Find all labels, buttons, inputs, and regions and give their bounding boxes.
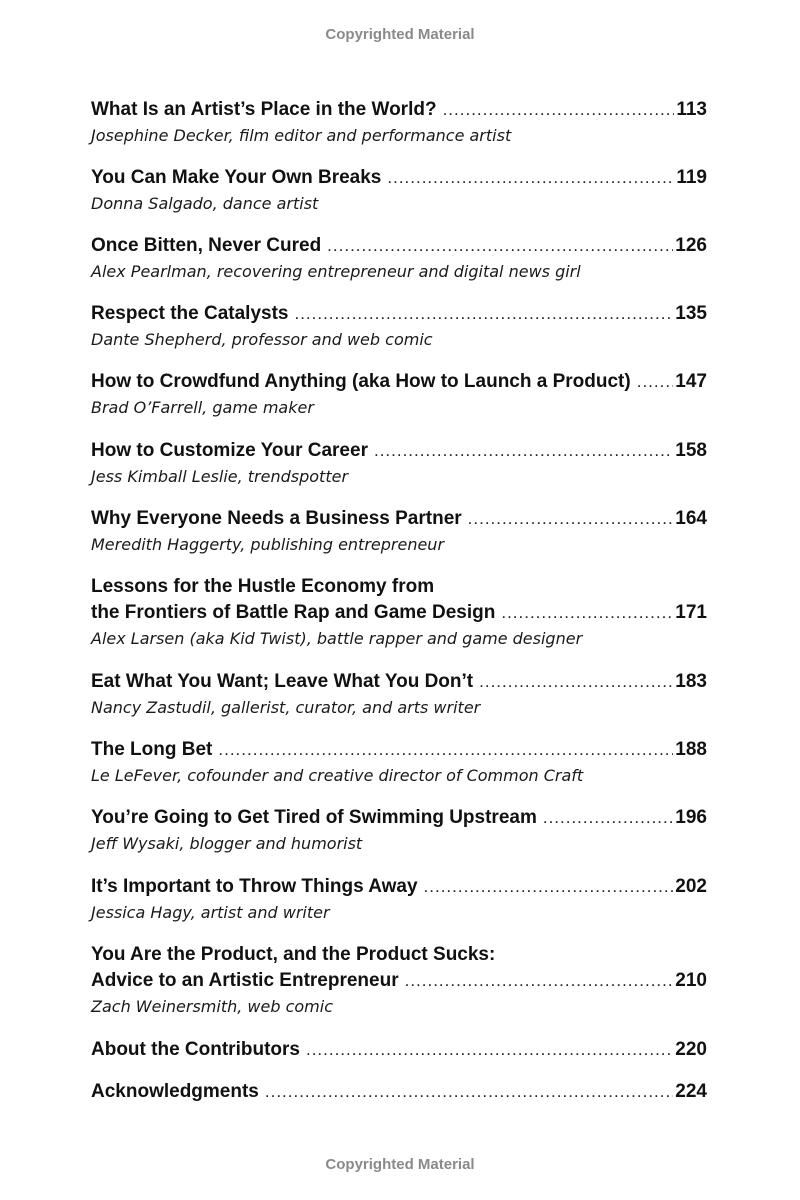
toc-entry[interactable] <box>91 874 707 924</box>
entry-author: Le LeFever, cofounder and creative director of Common Craft <box>91 766 584 785</box>
entry-author: Donna Salgado, dance artist <box>91 194 319 213</box>
entry-title-line <box>91 737 707 763</box>
entry-title-line <box>91 874 707 900</box>
entry-title: About the Contributors <box>91 1039 300 1060</box>
entry-title: Eat What You Want; Leave What You Don’t <box>91 671 474 692</box>
toc-entry[interactable] <box>91 1037 707 1063</box>
entry-title-line <box>91 506 707 532</box>
entry-title: It’s Important to Throw Things Away <box>91 876 418 897</box>
dot-leader <box>306 1037 673 1063</box>
entry-page-number: 210 <box>675 970 707 991</box>
entry-page-number: 188 <box>675 739 707 760</box>
entry-author: Brad O’Farrell, game maker <box>91 398 314 417</box>
entry-page-number: 158 <box>675 440 707 461</box>
toc-entry[interactable] <box>91 369 707 419</box>
watermark-top: Copyrighted Material <box>325 26 475 43</box>
entry-title-line <box>91 1037 707 1063</box>
dot-leader <box>405 968 674 994</box>
dot-leader <box>501 600 673 626</box>
dot-leader <box>387 165 674 191</box>
entry-page-number: 171 <box>675 602 707 623</box>
entry-page-number: 196 <box>675 807 707 828</box>
toc-entry[interactable] <box>91 1079 707 1105</box>
toc-entry[interactable] <box>91 97 707 147</box>
entry-author: Alex Larsen (aka Kid Twist), battle rapper and game designer <box>91 629 583 648</box>
toc-entry[interactable] <box>91 438 707 488</box>
toc-entry[interactable] <box>91 233 707 283</box>
entry-title: the Frontiers of Battle Rap and Game Design <box>91 602 496 623</box>
entry-title: You’re Going to Get Tired of Swimming Upstream <box>91 807 537 828</box>
toc-entry[interactable] <box>91 574 707 650</box>
entry-title: You Can Make Your Own Breaks <box>91 167 382 188</box>
entry-title-line <box>91 97 707 123</box>
entry-page-number: 126 <box>675 235 707 256</box>
toc-entry[interactable] <box>91 669 707 719</box>
dot-leader <box>218 737 673 763</box>
entry-title-line <box>91 233 707 259</box>
dot-leader <box>543 805 673 831</box>
entry-author: Jeff Wysaki, blogger and humorist <box>91 834 363 853</box>
entry-author: Jess Kimball Leslie, trendspotter <box>91 467 349 486</box>
entry-title-line <box>91 369 707 395</box>
entry-title-line-1: Lessons for the Hustle Economy from <box>91 576 435 597</box>
dot-leader <box>294 301 673 327</box>
toc-entry[interactable] <box>91 942 707 1018</box>
dot-leader <box>327 233 673 259</box>
entry-page-number: 147 <box>675 371 707 392</box>
toc-entry[interactable] <box>91 301 707 351</box>
dot-leader <box>443 97 675 123</box>
watermark-bottom: Copyrighted Material <box>325 1156 475 1173</box>
toc-entry[interactable] <box>91 506 707 556</box>
entry-title: What Is an Artist’s Place in the World? <box>91 99 437 120</box>
entry-author: Zach Weinersmith, web comic <box>91 997 333 1016</box>
entry-page-number: 113 <box>676 99 707 120</box>
entry-title-line <box>91 301 707 327</box>
dot-leader <box>424 874 674 900</box>
dot-leader <box>637 369 674 395</box>
entry-title: Why Everyone Needs a Business Partner <box>91 508 462 529</box>
entry-title-line <box>91 805 707 831</box>
entry-author: Josephine Decker, film editor and performance artist <box>91 126 512 145</box>
entry-page-number: 135 <box>675 303 707 324</box>
entry-title: Once Bitten, Never Cured <box>91 235 322 256</box>
entry-page-number: 224 <box>675 1081 707 1102</box>
toc-entry[interactable] <box>91 805 707 855</box>
entry-title-line <box>91 165 707 191</box>
entry-title: Advice to an Artistic Entrepreneur <box>91 970 399 991</box>
entry-author: Alex Pearlman, recovering entrepreneur and digital news girl <box>91 262 581 281</box>
entry-title: How to Customize Your Career <box>91 440 368 461</box>
dot-leader <box>265 1079 673 1105</box>
entry-page-number: 202 <box>675 876 707 897</box>
entry-title-line <box>91 1079 707 1105</box>
entry-author: Meredith Haggerty, publishing entrepreneur <box>91 535 445 554</box>
entry-page-number: 183 <box>675 671 707 692</box>
entry-title: How to Crowdfund Anything (aka How to Launch a Product) <box>91 371 631 392</box>
toc-entry[interactable] <box>91 737 707 787</box>
entry-title-line <box>91 438 707 464</box>
entry-author: Jessica Hagy, artist and writer <box>91 903 330 922</box>
entry-title: Acknowledgments <box>91 1081 259 1102</box>
toc-entry[interactable] <box>91 165 707 215</box>
entry-page-number: 119 <box>676 167 707 188</box>
entry-title-line-1: You Are the Product, and the Product Sucks: <box>91 944 496 965</box>
dot-leader <box>374 438 673 464</box>
entry-author: Dante Shepherd, professor and web comic <box>91 330 433 349</box>
dot-leader <box>479 669 673 695</box>
entry-title-line <box>91 600 707 626</box>
entry-title: Respect the Catalysts <box>91 303 289 324</box>
entry-title-line <box>91 968 707 994</box>
entry-title-line <box>91 669 707 695</box>
entry-title: The Long Bet <box>91 739 213 760</box>
dot-leader <box>468 506 674 532</box>
entry-page-number: 164 <box>675 508 707 529</box>
entry-author: Nancy Zastudil, gallerist, curator, and arts writer <box>91 698 481 717</box>
entry-page-number: 220 <box>675 1039 707 1060</box>
